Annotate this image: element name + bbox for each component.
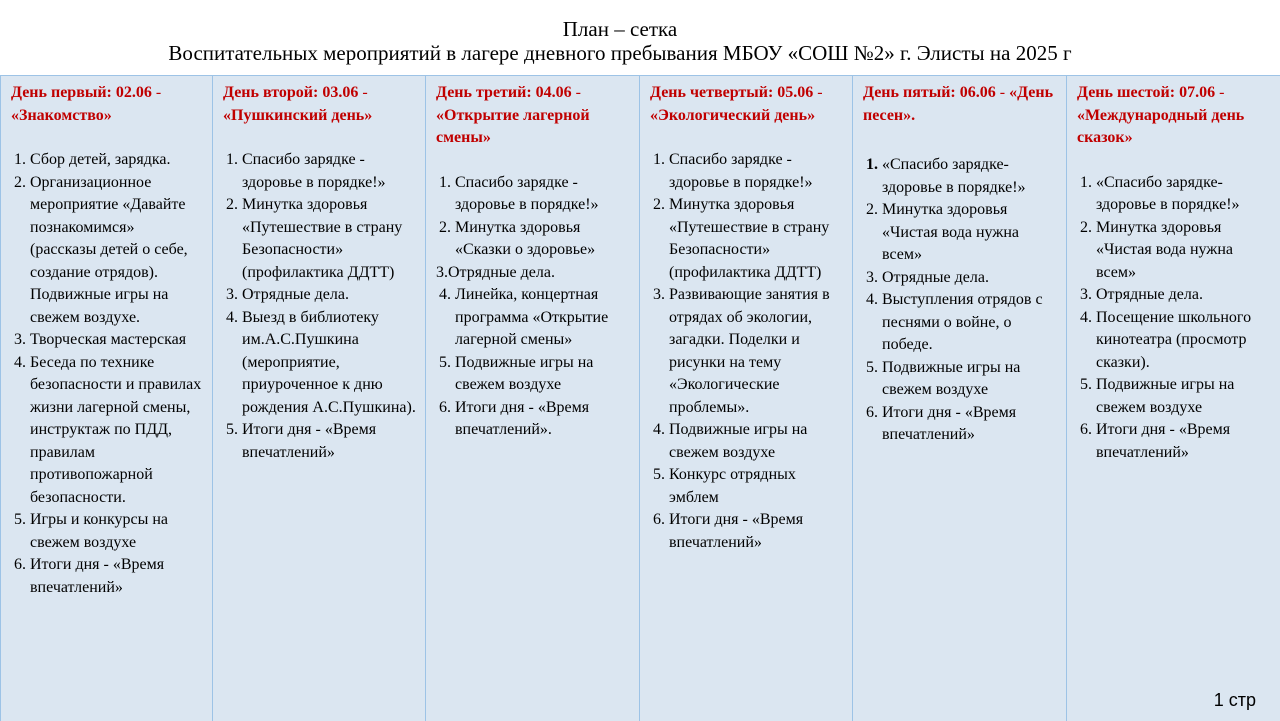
day-label: День первый: 02.06 <box>11 84 152 101</box>
list-item: 5. Подвижные игры на свежем воздухе <box>882 357 1058 402</box>
day-column-2 <box>213 76 426 721</box>
day-label: День пятый: 06.06 <box>863 84 996 101</box>
day-separator: - <box>995 84 1010 101</box>
day-theme: «День песен». <box>863 84 1054 124</box>
day-separator: - <box>813 84 823 101</box>
list-item: 1. Спасибо зарядке - здоровье в порядке!» <box>669 149 844 194</box>
list-item: 4. Беседа по технике безопасности и правилах жизни лагерной смены, инструктаж по ПДД, правилам противопожарной безопасности. <box>30 352 204 510</box>
list-item: 6. Итоги дня - «Время впечатлений» <box>882 402 1058 447</box>
day-theme: «Знакомство» <box>11 106 112 124</box>
list-item: 6. Итоги дня - «Время впечатлений» <box>669 509 844 554</box>
list-item: 3. Отрядные дела. <box>1096 284 1272 307</box>
activity-list <box>1077 172 1272 465</box>
day-header <box>223 82 417 127</box>
list-item: 3. Отрядные дела. <box>882 267 1058 290</box>
list-item: 5. Игры и конкурсы на свежем воздухе <box>30 509 204 554</box>
list-item: 6. Итоги дня - «Время впечатлений» <box>1096 419 1272 464</box>
day-theme: «Экологический день» <box>650 106 816 124</box>
title-line-1: План – сетка <box>562 17 678 41</box>
list-item: 3.Отрядные дела. <box>436 263 555 281</box>
list-item: 1. «Спасибо зарядке- здоровье в порядке!» <box>1096 172 1272 217</box>
day-theme: «Пушкинский день» <box>223 106 373 124</box>
title-line-2: Воспитательных мероприятий в лагере дневного пребывания МБОУ «СОШ №2» г. Элисты на 2025 г <box>168 41 1072 65</box>
day-separator: - <box>571 84 581 101</box>
day-header <box>436 82 631 150</box>
activity-list <box>863 154 1058 447</box>
list-item: 2. Минутка здоровья «Сказки о здоровье» <box>455 217 631 262</box>
day-column-1 <box>0 76 213 721</box>
list-item: 3. Отрядные дела. <box>242 284 417 307</box>
page-number: 1 стр <box>1213 690 1256 710</box>
day-theme: «Международный день сказок» <box>1077 106 1245 146</box>
list-item: 2. Организационное мероприятие «Давайте познакомимся» (рассказы детей о себе, создание отрядов). Подвижные игры на свежем воздухе. <box>30 172 204 330</box>
page-title <box>0 17 1240 65</box>
list-item: 1. Сбор детей, зарядка. <box>30 149 204 172</box>
day-header <box>863 82 1058 127</box>
list-item: 5. Итоги дня - «Время впечатлений» <box>242 419 417 464</box>
list-item: 6. Итоги дня - «Время впечатлений» <box>30 554 204 599</box>
list-item: 2. Минутка здоровья «Путешествие в страну Безопасности» (профилактика ДДТТ) <box>242 194 417 284</box>
day-header <box>650 82 844 127</box>
activity-list <box>650 149 844 554</box>
activity-list <box>223 149 417 464</box>
list-item: 2. Минутка здоровья «Путешествие в страну Безопасности» (профилактика ДДТТ) <box>669 194 844 284</box>
list-item: 5. Подвижные игры на свежем воздухе <box>455 352 631 397</box>
list-item: 3. Творческая мастерская <box>30 329 204 352</box>
day-header <box>1077 82 1272 150</box>
list-item: 1. «Спасибо зарядке- здоровье в порядке!» <box>882 154 1058 199</box>
day-label: День шестой: 07.06 <box>1077 84 1216 101</box>
day-label: День третий: 04.06 <box>436 84 572 101</box>
list-item: 5. Подвижные игры на свежем воздухе <box>1096 374 1272 419</box>
list-item: 4. Подвижные игры на свежем воздухе <box>669 419 844 464</box>
list-item: 1. Спасибо зарядке - здоровье в порядке!» <box>455 172 631 217</box>
list-item: 3. Развивающие занятия в отрядах об экологии, загадки. Поделки и рисунки на тему «Экологические проблемы». <box>669 284 844 419</box>
day-separator: - <box>358 84 368 101</box>
day-theme: «Открытие лагерной смены» <box>436 106 590 146</box>
day-column-3 <box>426 76 640 721</box>
list-item: 4. Посещение школьного кинотеатра (просмотр сказки). <box>1096 307 1272 375</box>
day-column-6 <box>1067 76 1280 721</box>
schedule-table <box>0 75 1280 721</box>
day-label: День четвертый: 05.06 <box>650 84 814 101</box>
day-column-5 <box>853 76 1067 721</box>
list-item: 4. Линейка, концертная программа «Открытие лагерной смены» <box>455 284 631 352</box>
list-item: 4. Выступления отрядов с песнями о войне, о победе. <box>882 289 1058 357</box>
activity-list <box>436 172 631 442</box>
day-column-4 <box>640 76 853 721</box>
list-item: 5. Конкурс отрядных эмблем <box>669 464 844 509</box>
list-item: 1. Спасибо зарядке - здоровье в порядке!» <box>242 149 417 194</box>
day-separator: - <box>151 84 162 101</box>
day-label: День второй: 03.06 <box>223 84 359 101</box>
day-header <box>11 82 204 127</box>
day-separator: - <box>1215 84 1225 101</box>
list-item: 6. Итоги дня - «Время впечатлений». <box>455 397 631 442</box>
list-item: 2. Минутка здоровья «Чистая вода нужна всем» <box>1096 217 1272 285</box>
activity-list <box>11 149 204 599</box>
list-item: 4. Выезд в библиотеку им.А.С.Пушкина (мероприятие, приуроченное к дню рождения А.С.Пушкина). <box>242 307 417 420</box>
list-item: 2. Минутка здоровья «Чистая вода нужна всем» <box>882 199 1058 267</box>
